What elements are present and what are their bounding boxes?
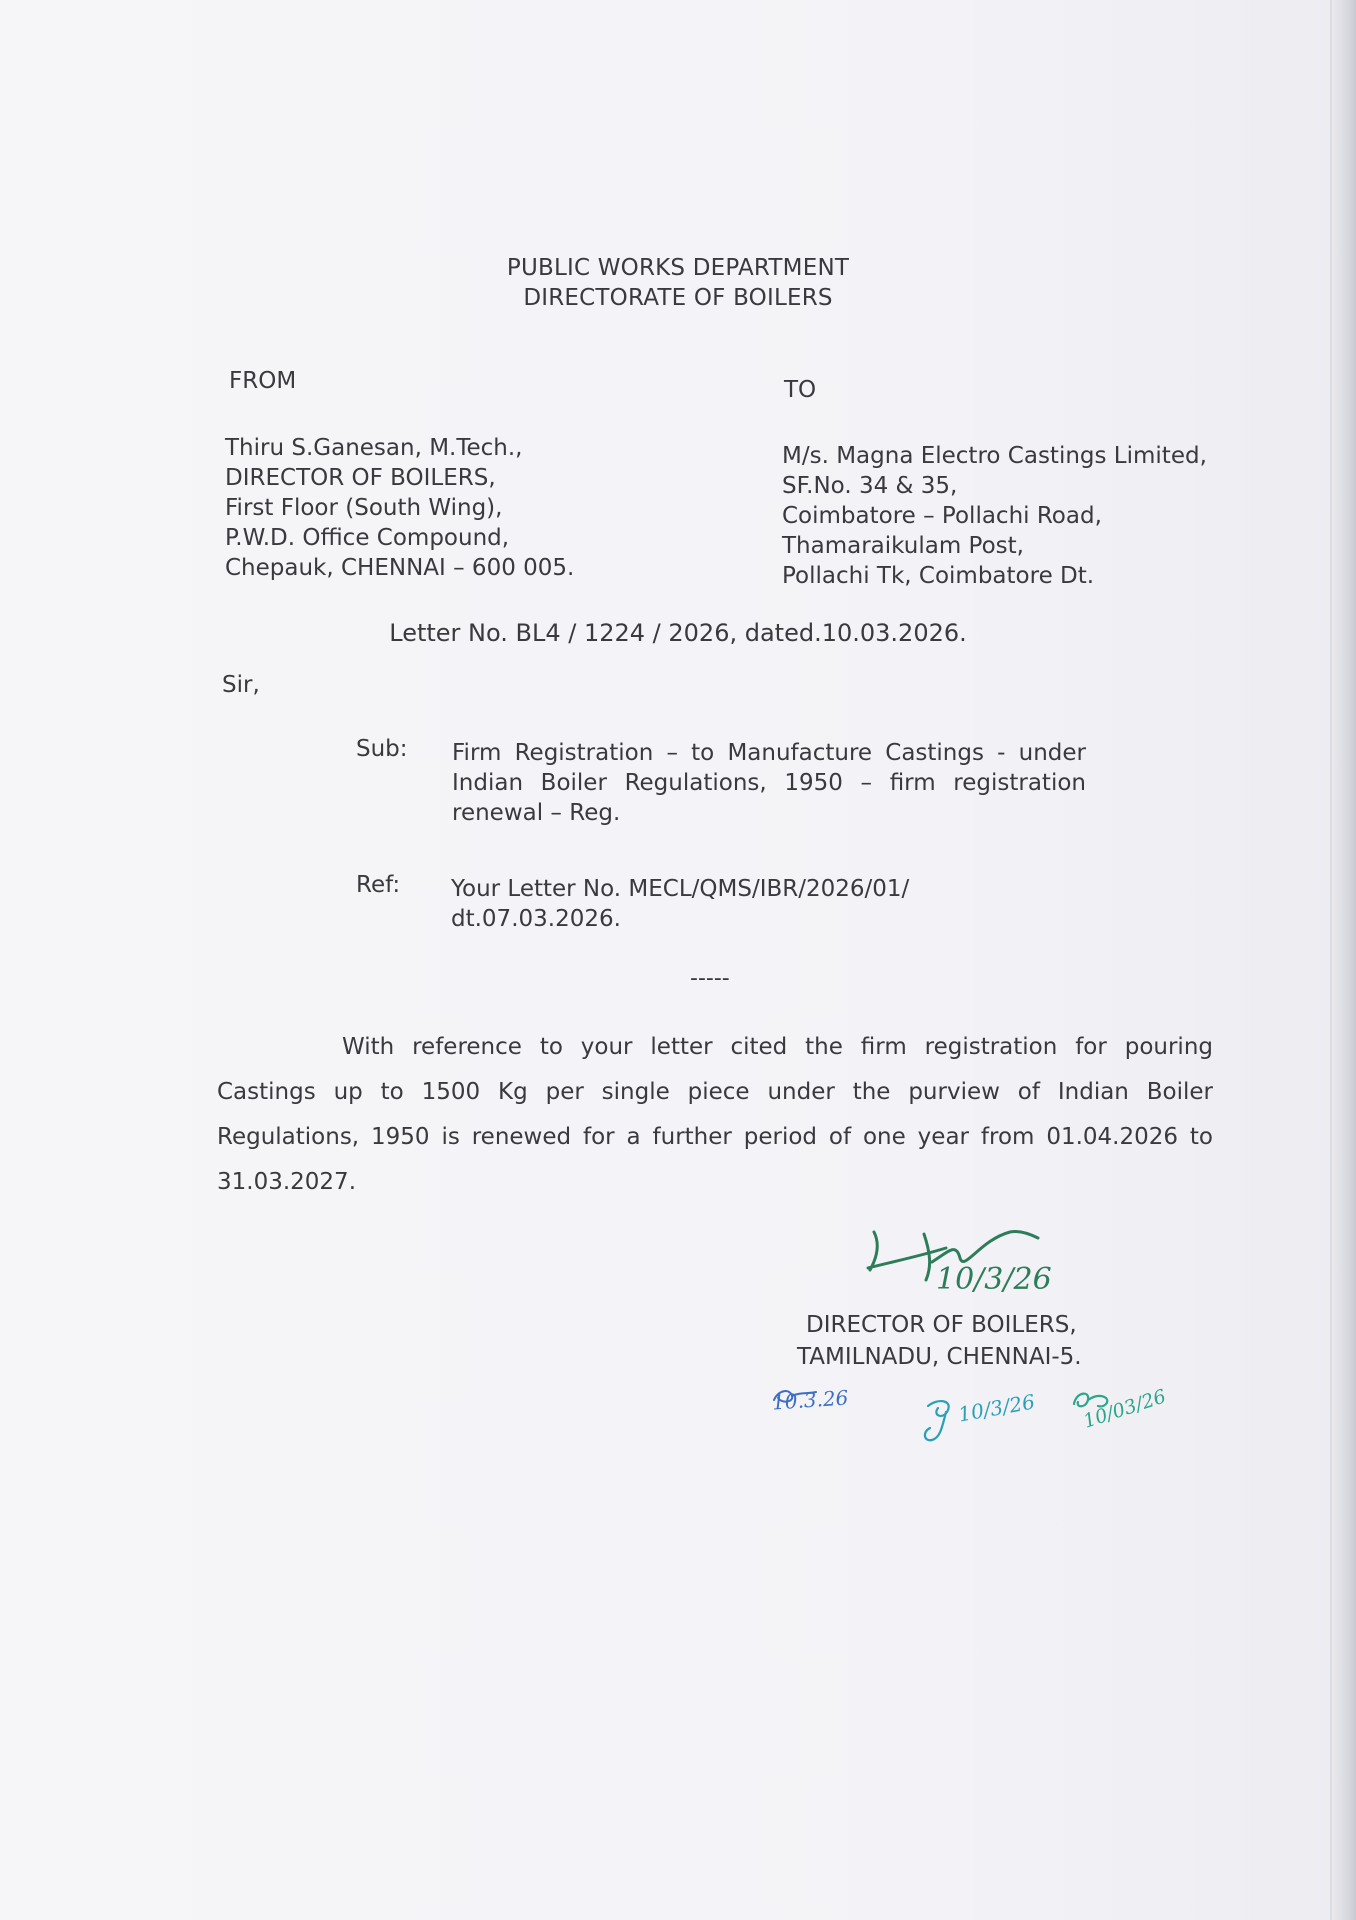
reference-line: dt.07.03.2026.	[451, 906, 621, 932]
reference-line: Your Letter No. MECL/QMS/IBR/2026/01/	[451, 876, 910, 902]
body-paragraph: With reference to your letter cited the firm registration for pouring Castings up to 1500 Kg per single piece under the purview of Indian Boiler Regulations, 1950 is renewed for a further period of one year from 01.04.2026 to 31.03.2027.	[217, 1034, 1213, 1195]
from-line: Thiru S.Ganesan, M.Tech.,	[225, 435, 523, 461]
salutation: Sir,	[222, 672, 260, 698]
subject-text: Firm Registration – to Manufacture Castings - under Indian Boiler Regulations, 1950 – firm registration renewal – Reg.	[452, 740, 1086, 826]
to-line: Coimbatore – Pollachi Road,	[782, 503, 1102, 529]
reference-key: Ref:	[356, 872, 401, 898]
from-line: DIRECTOR OF BOILERS,	[225, 465, 496, 491]
signature-date: 10/3/26	[936, 1262, 1052, 1297]
to-line: Thamaraikulam Post,	[782, 533, 1024, 559]
letter-number: Letter No. BL4 / 1224 / 2026, dated.10.03.2026.	[389, 619, 967, 647]
initial-date-3: 10/03/26	[1080, 1385, 1169, 1433]
to-line: M/s. Magna Electro Castings Limited,	[782, 443, 1207, 469]
to-line: Pollachi Tk, Coimbatore Dt.	[782, 563, 1095, 589]
designation-title: DIRECTOR OF BOILERS,	[806, 1312, 1077, 1338]
initial-date-1: 10.3.26	[771, 1385, 850, 1415]
initial-scrawl-1	[768, 1384, 828, 1414]
reference-text	[451, 874, 909, 934]
from-line: P.W.D. Office Compound,	[225, 525, 510, 551]
separator: -----	[690, 966, 730, 991]
from-label: FROM	[229, 368, 297, 394]
header-department: PUBLIC WORKS DEPARTMENT	[506, 255, 850, 281]
initial-scrawl-2	[918, 1394, 968, 1446]
initial-scrawl-3	[1066, 1384, 1116, 1420]
initial-date-2: 10/3/26	[956, 1389, 1037, 1427]
from-line: First Floor (South Wing),	[225, 495, 503, 521]
designation-location: TAMILNADU, CHENNAI-5.	[797, 1344, 1082, 1370]
to-line: SF.No. 34 & 35,	[782, 473, 958, 499]
from-line: Chepauk, CHENNAI – 600 005.	[225, 555, 575, 581]
subject-key: Sub:	[356, 736, 408, 762]
to-address	[782, 441, 1207, 591]
to-label: TO	[784, 377, 817, 403]
header-directorate: DIRECTORATE OF BOILERS	[523, 285, 833, 311]
from-address	[225, 433, 574, 583]
